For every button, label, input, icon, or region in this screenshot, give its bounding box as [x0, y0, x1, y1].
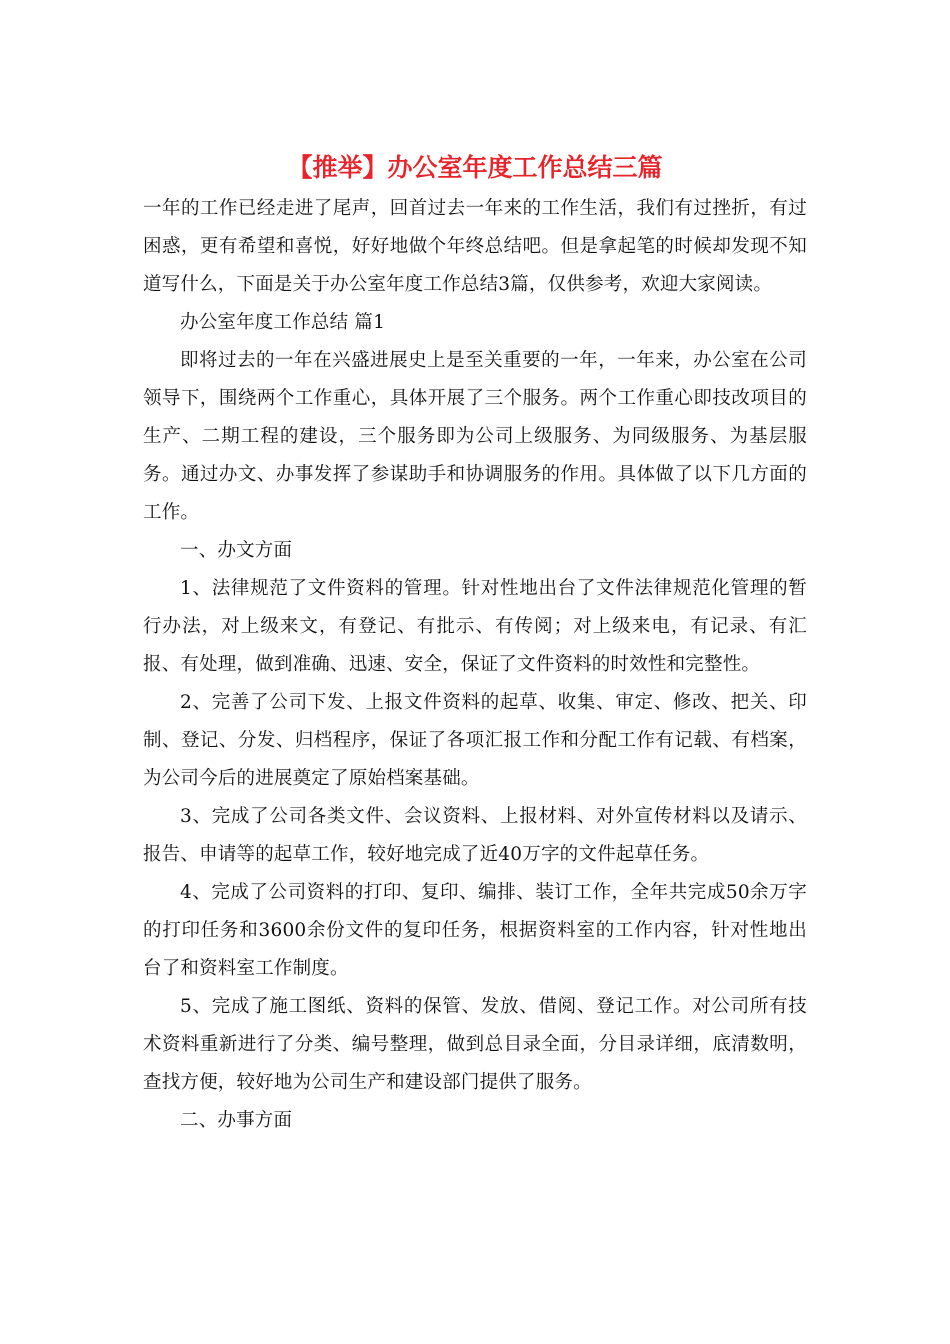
subsection-heading-documents: 一、办文方面	[180, 540, 293, 561]
body-paragraph: 即将过去的一年在兴盛进展史上是至关重要的一年，一年来，办公室在公司领导下，围绕两个工作重心，具体开展了三个服务。两个工作重心即技改项目的生产、二期工程的建设，三个服务即为公司上级服务、为同级服务、为基层服务。通过办文、办事发挥了参谋助手和协调服务的作用。具体做了以下几方面的工作。	[143, 350, 807, 523]
list-item: 1、法律规范了文件资料的管理。针对性地出台了文件法律规范化管理的暂行办法，对上级来文，有登记、有批示、有传阅；对上级来电，有记录、有汇报、有处理，做到准确、迅速、安全，保证了文件资料的时效性和完整性。	[143, 578, 807, 675]
list-item: 2、完善了公司下发、上报文件资料的起草、收集、审定、修改、把关、印制、登记、分发、归档程序，保证了各项汇报工作和分配工作有记载、有档案，为公司今后的进展奠定了原始档案基础。	[143, 692, 807, 789]
subsection-heading-affairs: 二、办事方面	[180, 1110, 293, 1131]
list-item: 3、完成了公司各类文件、会议资料、上报材料、对外宣传材料以及请示、报告、申请等的起草工作，较好地完成了近40万字的文件起草任务。	[143, 806, 807, 865]
list-item: 4、完成了公司资料的打印、复印、编排、装订工作，全年共完成50余万字的打印任务和3600余份文件的复印任务，根据资料室的工作内容，针对性地出台了和资料室工作制度。	[143, 882, 807, 979]
document-page	[143, 148, 807, 1140]
section-heading-part1: 办公室年度工作总结 篇1	[180, 312, 386, 333]
list-item: 5、完成了施工图纸、资料的保管、发放、借阅、登记工作。对公司所有技术资料重新进行了分类、编号整理，做到总目录全面，分目录详细，底清数明，查找方便，较好地为公司生产和建设部门提供了服务。	[143, 996, 807, 1093]
document-title: 【推举】办公室年度工作总结三篇	[287, 153, 663, 182]
intro-paragraph: 一年的工作已经走进了尾声，回首过去一年来的工作生活，我们有过挫折，有过困惑，更有希望和喜悦，好好地做个年终总结吧。但是拿起笔的时候却发现不知道写什么，下面是关于办公室年度工作总结3篇，仅供参考，欢迎大家阅读。	[143, 198, 807, 295]
